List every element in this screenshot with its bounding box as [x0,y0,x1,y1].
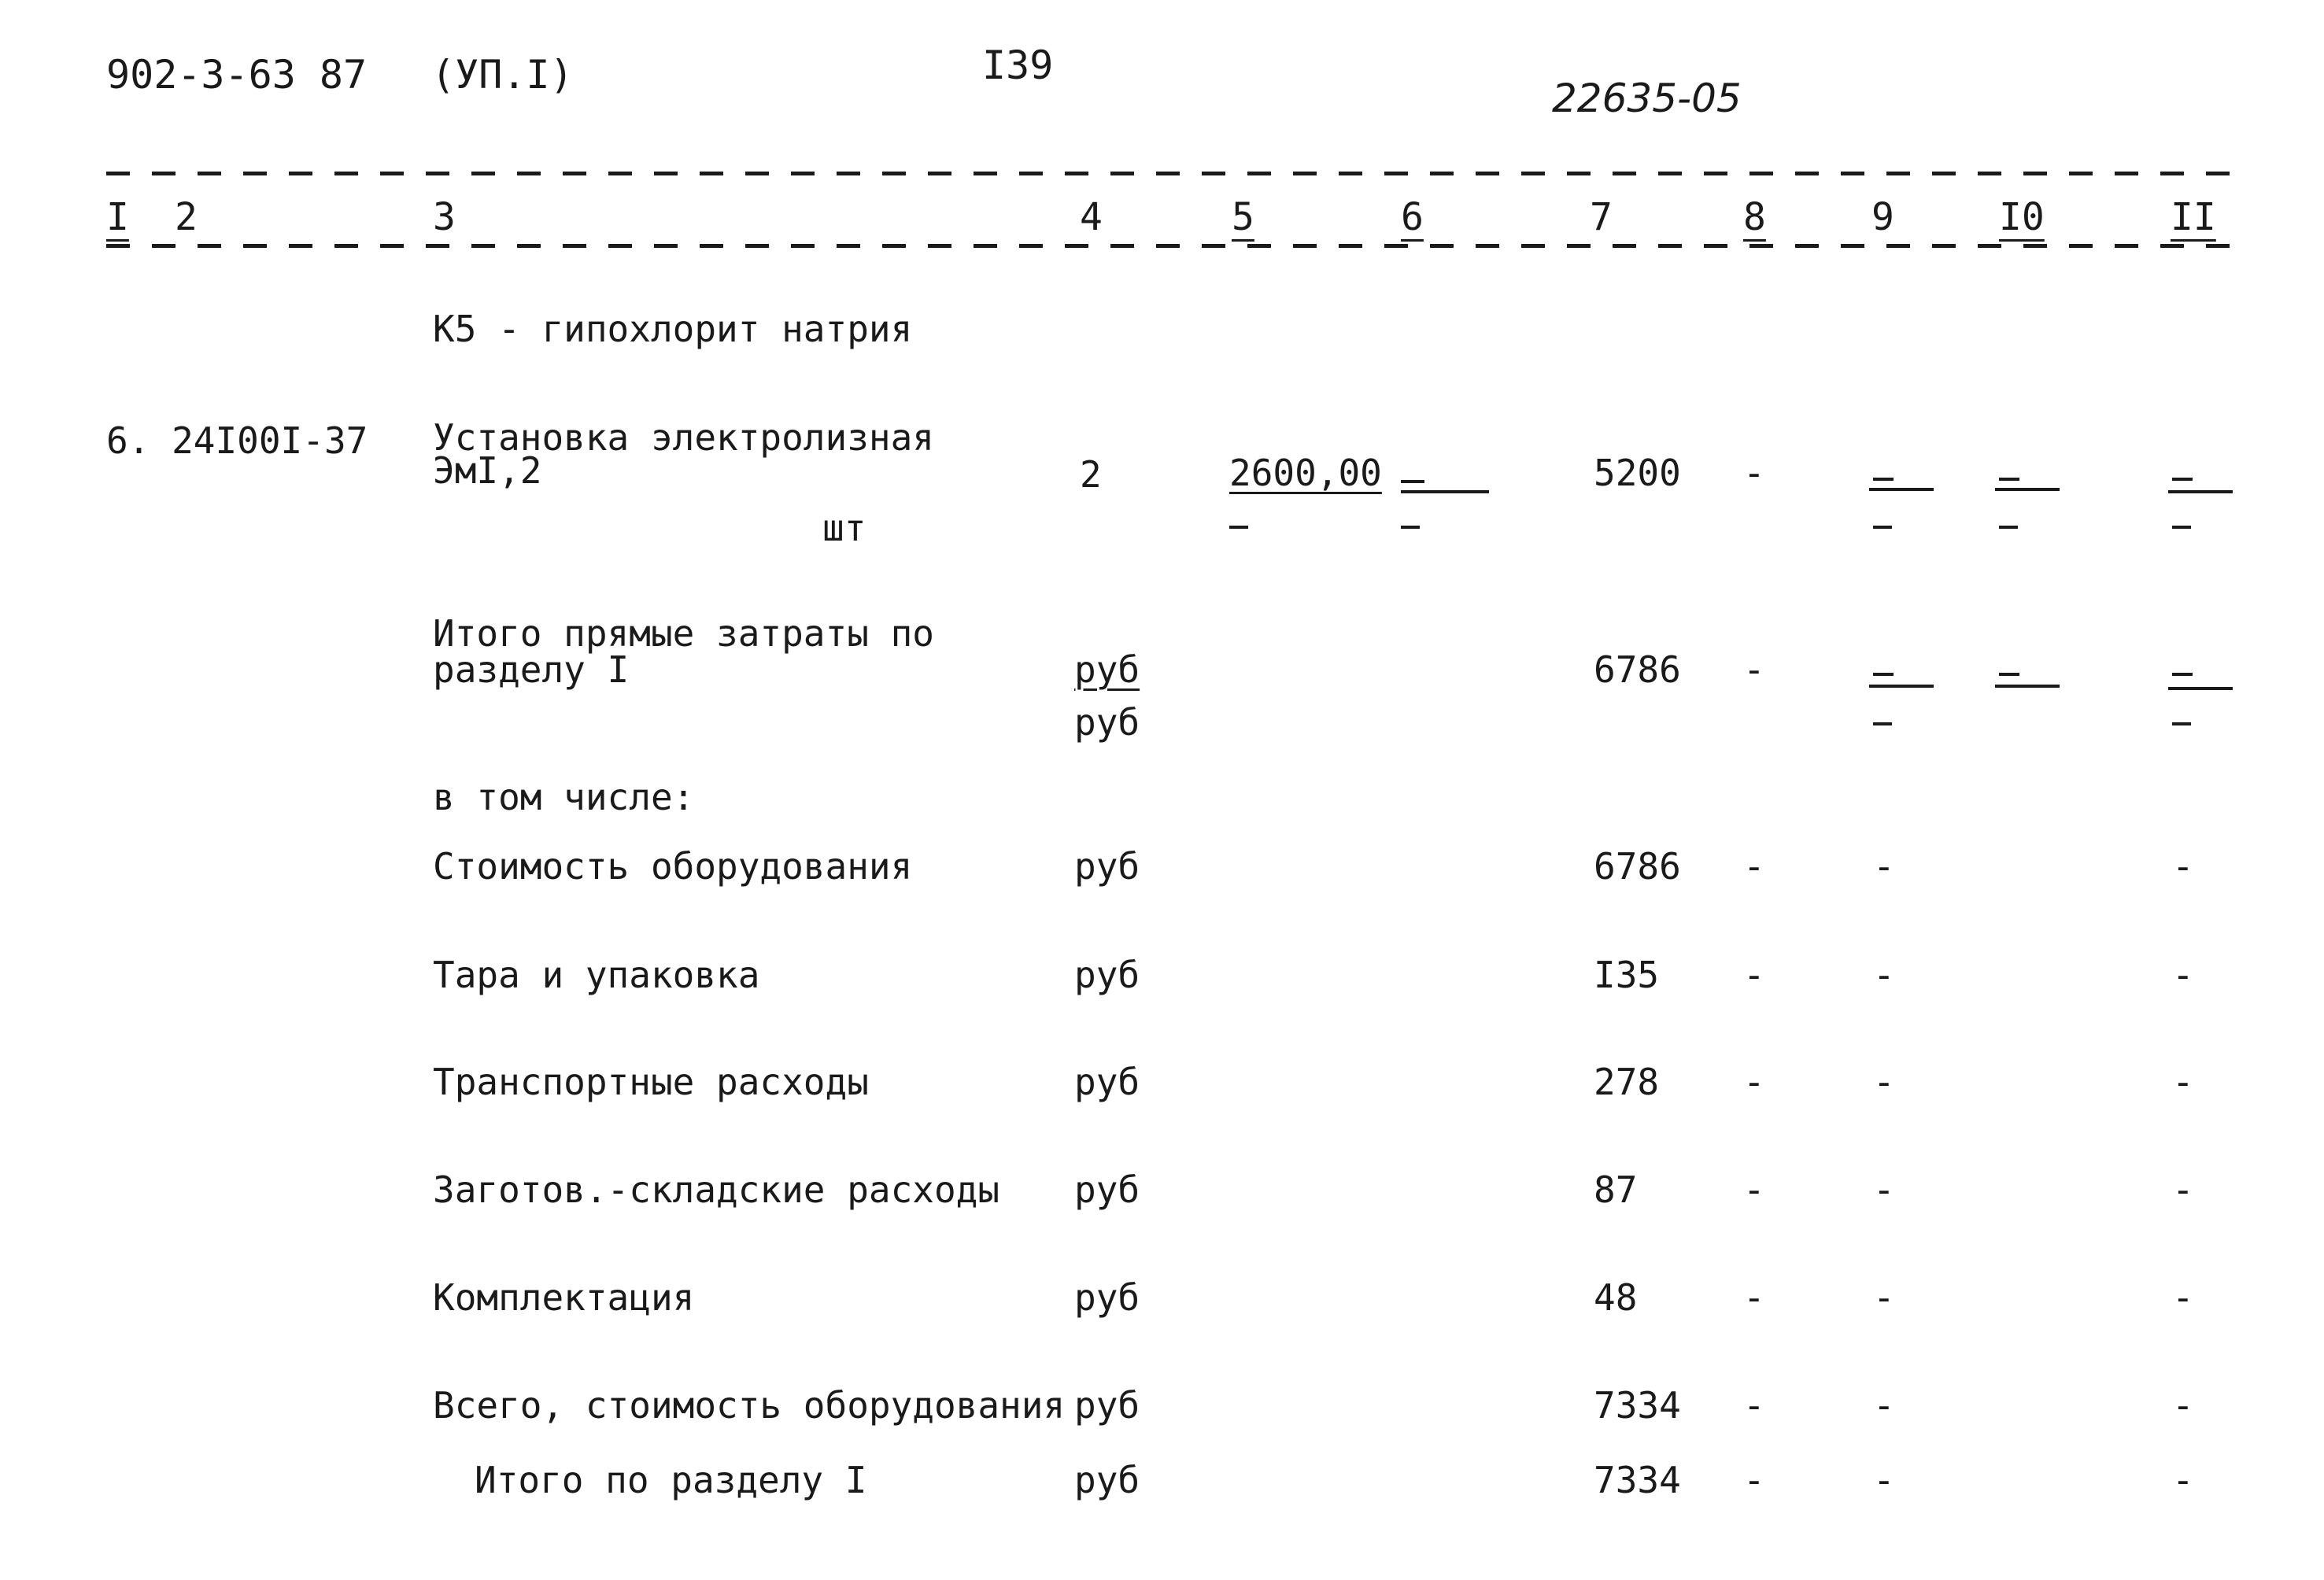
row-col9-dash: - [1873,954,1895,996]
subtotal-col9-denominator-dash [1873,722,1892,725]
row-unit: руб [1074,845,1140,888]
row-col8-dash: - [1743,1459,1765,1501]
item-col10-mark [1999,478,2019,481]
row-unit: руб [1074,1276,1140,1319]
subtotal-col9-mark [1873,673,1894,676]
row-col8-dash: - [1743,845,1765,888]
header-dashed-line-bottom [106,244,2235,248]
row-unit: руб [1074,1061,1140,1103]
document-code: 902-3-63 87 [106,52,368,98]
item-col5-denominator-dash [1229,526,1248,529]
item-total: 5200 [1594,452,1681,494]
item-col8-dash: - [1743,452,1765,494]
row-col9-dash: - [1873,1384,1895,1427]
row-unit: руб [1074,954,1140,996]
item-col11-mark [2172,478,2193,481]
subtotal-unit-top: руб [1074,648,1140,691]
item-name-line1: Установка электролизная [433,416,934,459]
row-total: 48 [1594,1276,1638,1319]
header-dashed-line-top [106,172,2235,175]
item-col10-fraction-line [1995,488,2060,491]
row-col11-dash: - [2172,1384,2194,1427]
column-number-1: I [106,195,129,239]
column-number-8: 8 [1743,195,1766,239]
subtotal-col11-denominator-dash [2172,722,2191,725]
row-col9-dash: - [1873,1168,1895,1211]
column-number-10: I0 [1999,195,2045,239]
subtotal-col10-fraction-line [1995,685,2060,688]
column-number-4: 4 [1080,195,1103,239]
row-col9-dash: - [1873,1276,1895,1319]
row-label: Всего, стоимость оборудования [433,1384,1066,1427]
row-col11-dash: - [2172,845,2194,888]
subtotal-total: 6786 [1594,648,1681,691]
page-number: I39 [982,42,1054,88]
item-col9-denominator-dash [1873,526,1892,529]
column-number-11: II [2171,195,2216,239]
row-col8-dash: - [1743,1168,1765,1211]
row-col8-dash: - [1743,1276,1765,1319]
item-col9-fraction-line [1869,488,1934,491]
subtotal-col11-mark [2172,673,2193,676]
column-number-7: 7 [1590,195,1613,239]
column-number-2: 2 [175,195,198,239]
row-col9-dash: - [1873,1459,1895,1501]
subtotal-label-line1: Итого прямые затраты по [433,612,934,655]
item-col6-mark [1401,480,1424,483]
row-col8-dash: - [1743,1384,1765,1427]
item-quantity: 2 [1080,453,1102,496]
item-unit: шт [822,507,866,549]
row-label: Комплектация [433,1276,695,1319]
row-col11-dash: - [2172,1061,2194,1103]
subtotal-unit-bottom: руб [1074,701,1140,744]
row-col11-dash: - [2172,1168,2194,1211]
item-col11-fraction-line [2168,490,2233,493]
row-total: 7334 [1594,1459,1681,1501]
row-unit: руб [1074,1384,1140,1427]
item-col9-mark [1873,478,1894,481]
item-unit-price: 2600,00 [1229,452,1382,494]
row-label: Транспортные расходы [433,1061,869,1103]
row-col9-dash: - [1873,845,1895,888]
column-number-6: 6 [1401,195,1424,239]
column-number-3: 3 [433,195,456,239]
row-label: Стоимость оборудования [433,845,913,888]
row-total: 278 [1594,1061,1660,1103]
item-name-line2: ЭмI,2 [433,449,542,492]
item-col6-denominator-dash [1401,526,1420,529]
row-col11-dash: - [2172,1276,2194,1319]
including-label: в том числе: [433,776,695,818]
row-unit: руб [1074,1168,1140,1211]
row-total: 87 [1594,1168,1638,1211]
row-col9-dash: - [1873,1061,1895,1103]
subtotal-col8-dash: - [1743,648,1765,691]
row-label: Итого по разделу I [475,1459,867,1501]
item-col10-denominator-dash [1999,526,2018,529]
row-label: Заготов.-складские расходы [433,1168,1000,1211]
column-number-5: 5 [1232,195,1254,239]
row-label: Тара и упаковка [433,954,760,996]
row-total: 7334 [1594,1384,1681,1427]
row-col11-dash: - [2172,1459,2194,1501]
subtotal-col9-fraction-line [1869,685,1934,688]
row-col8-dash: - [1743,954,1765,996]
row-col8-dash: - [1743,1061,1765,1103]
column-number-9: 9 [1871,195,1894,239]
subtotal-col10-mark [1999,673,2019,676]
album-label: (УП.I) [431,52,574,98]
row-total: 6786 [1594,845,1681,888]
item-number: 6. 24I00I-37 [106,419,368,462]
section-title: К5 - гипохлорит натрия [433,308,913,350]
row-unit: руб [1074,1459,1140,1501]
inventory-number: 22635-05 [1552,76,1742,121]
row-col11-dash: - [2172,954,2194,996]
row-total: I35 [1594,954,1660,996]
subtotal-label-line2: разделу I [433,648,630,691]
item-col11-denominator-dash [2172,526,2191,529]
item-col6-fraction-line [1401,490,1489,493]
subtotal-col11-fraction-line [2168,687,2233,690]
